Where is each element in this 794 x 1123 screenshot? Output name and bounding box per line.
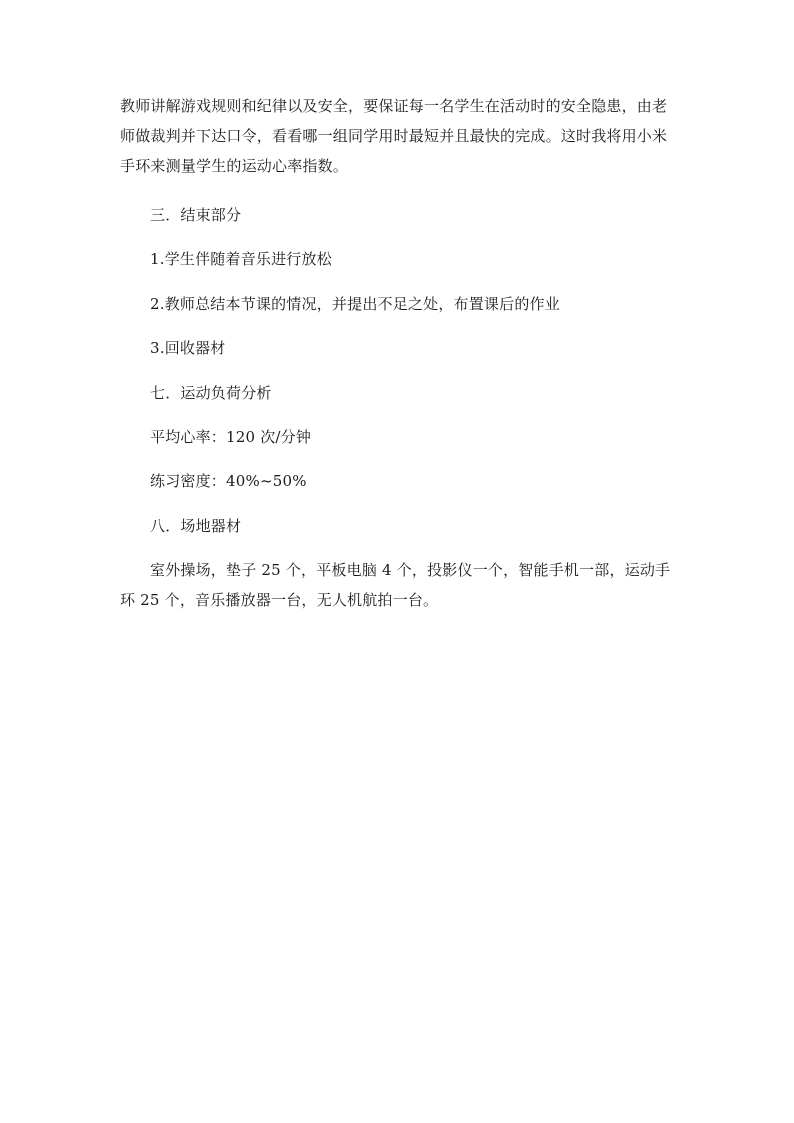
section-title-load-analysis: 七．运动负荷分析 [150,384,272,402]
paragraph-venue-equipment: 室外操场，垫子 25 个，平板电脑 4 个，投影仪一个，智能手机一部，运动手环 25 个，音乐播放器一台，无人机航拍一台。 [120,561,671,609]
end-item-summary: 2.教师总结本节课的情况，并提出不足之处，布置课后的作业 [150,295,560,313]
section-title-venue: 八．场地器材 [150,517,242,535]
avg-heart-rate: 平均心率：120 次/分钟 [150,428,312,446]
practice-density: 练习密度：40%~50% [150,472,307,490]
section-title-end: 三．结束部分 [150,206,242,224]
end-item-relax: 1.学生伴随着音乐进行放松 [150,250,332,268]
paragraph-game-rules: 教师讲解游戏规则和纪律以及安全，要保证每一名学生在活动时的安全隐患，由老师做裁判并下达口令，看看哪一组同学用时最短并且最快的完成。这时我将用小米手环来测量学生的运动心率指数。 [120,97,668,175]
end-item-equipment: 3.回收器材 [150,339,226,357]
